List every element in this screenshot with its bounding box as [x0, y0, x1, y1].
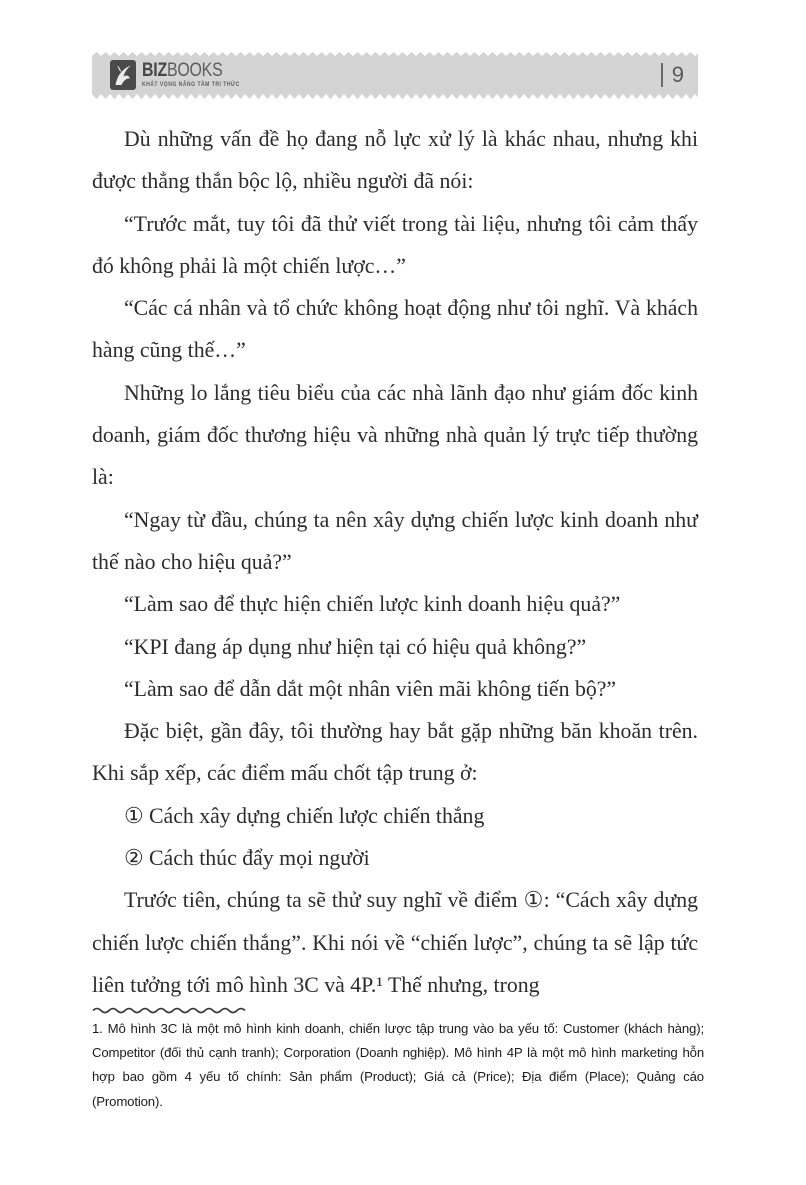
footnote-area	[92, 1006, 704, 1114]
numbered-list-item: ① Cách xây dựng chiến lược chiến thắng	[124, 803, 485, 828]
paragraph: Dù những vấn đề họ đang nỗ lực xử lý là khác nhau, nhưng khi được thẳng thắn bộc lộ, nhiều người đã nói:	[92, 127, 698, 194]
page-content	[92, 118, 698, 1006]
footnote-separator-squiggle	[92, 1006, 248, 1015]
perforated-edge-top	[92, 52, 698, 56]
quote-paragraph: “Làm sao để thực hiện chiến lược kinh doanh hiệu quả?”	[124, 592, 621, 617]
logo-text	[142, 61, 240, 89]
brand-tagline: KHÁT VỌNG NÂNG TẦM TRI THỨC	[142, 82, 240, 88]
perforated-edge-bottom	[92, 94, 698, 99]
brand-biz: BIZ	[142, 60, 167, 81]
quote-paragraph: “KPI đang áp dụng như hiện tại có hiệu quả không?”	[124, 634, 587, 659]
paragraph: Đặc biệt, gần đây, tôi thường hay bắt gặp những băn khoăn trên. Khi sắp xếp, các điểm mấu chốt tập trung ở:	[92, 719, 698, 786]
quote-paragraph: “Các cá nhân và tổ chức không hoạt động như tôi nghĩ. Và khách hàng cũng thế…”	[92, 296, 698, 363]
footnote-text: 1. Mô hình 3C là một mô hình kinh doanh, chiến lược tập trung vào ba yếu tố: Customer (khách hàng); Competitor (đối thủ cạnh tranh); Corporation (Doanh nghiệp). Mô hình 4P là một mô hình marketing hỗn hợp bao gồm 4 yếu tố chính: Sản phẩm (Product); Giá cả (Price); Địa điểm (Place); Quảng cáo (Promotion).	[92, 1021, 704, 1109]
quote-paragraph: “Trước mắt, tuy tôi đã thử viết trong tài liệu, nhưng tôi cảm thấy đó không phải là một chiến lược…”	[92, 211, 698, 278]
bizbooks-bird-book-icon	[110, 60, 136, 90]
quote-paragraph: “Ngay từ đầu, chúng ta nên xây dựng chiến lược kinh doanh như thế nào cho hiệu quả?”	[92, 507, 698, 574]
publisher-logo	[110, 59, 259, 91]
brand-name	[142, 61, 240, 80]
brand-books: BOOKS	[166, 60, 223, 81]
paragraph: Trước tiên, chúng ta sẽ thử suy nghĩ về điểm ①: “Cách xây dựng chiến lược chiến thắng”. Khi nói về “chiến lược”, chúng ta sẽ lập tức liên tưởng tới mô hình 3C và 4P.¹ Thế nhưng, trong	[92, 888, 698, 997]
page-number-divider	[661, 63, 663, 87]
page-number-value: 9	[671, 62, 684, 87]
numbered-list-item: ② Cách thúc đẩy mọi người	[124, 846, 370, 871]
quote-paragraph: “Làm sao để dẫn dắt một nhân viên mãi không tiến bộ?”	[124, 676, 617, 701]
page-number	[661, 56, 684, 94]
page-header-band	[92, 56, 698, 94]
paragraph: Những lo lắng tiêu biểu của các nhà lãnh đạo như giám đốc kinh doanh, giám đốc thương hiệu và những nhà quản lý trực tiếp thường là:	[92, 380, 698, 490]
